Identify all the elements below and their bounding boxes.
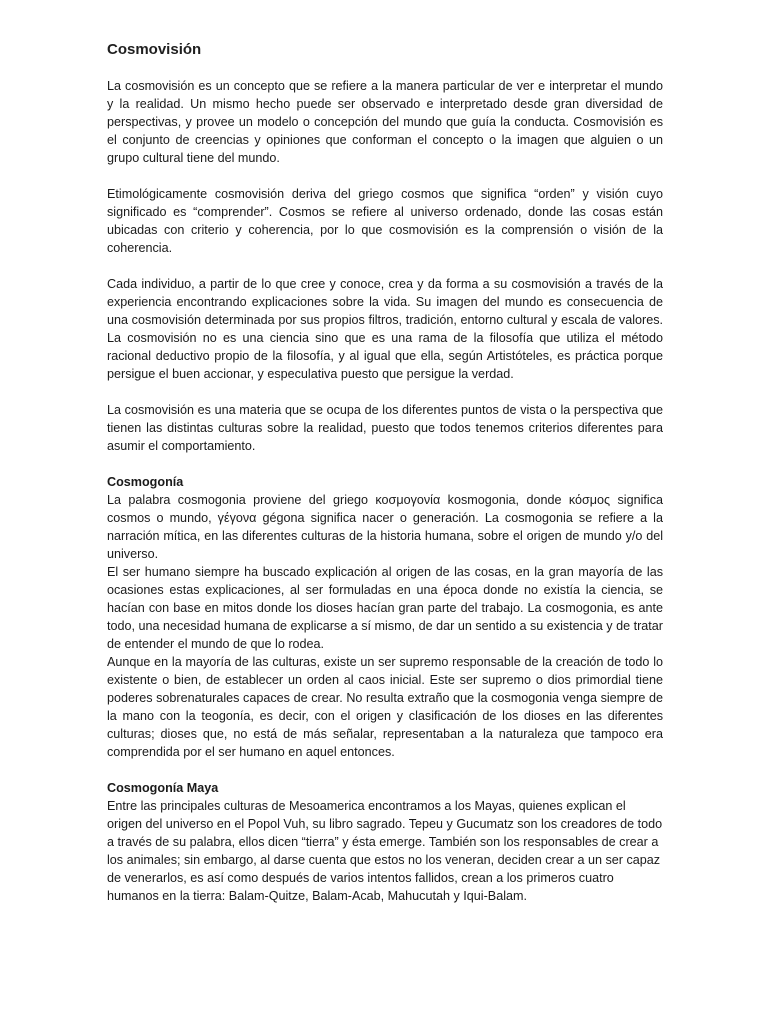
section-spacer xyxy=(107,455,663,473)
intro-paragraph-2: Etimológicamente cosmovisión deriva del griego cosmos que significa “orden” y visión cuyo significado es “comprender”. Cosmos se refiere al universo ordenado, donde las cosas están ubicadas con criterio y coherencia, por lo que cosmovisión es la comprensión o visión de la coherencia. xyxy=(107,187,663,255)
cosmogonia-paragraph-2: El ser humano siempre ha buscado explicación al origen de las cosas, en la gran mayoría de las ocasiones estas explicaciones, al ser formuladas en una época donde no existía la ciencia, se hacían con base en mitos donde los dioses hacían gran parte del trabajo. La cosmogonia, es ante todo, una necesidad humana de explicarse a sí mismo, de dar un sentido a su existencia y de tratar de entender el mundo de que lo rodea. xyxy=(107,565,663,651)
paragraph-spacer xyxy=(107,383,663,401)
paragraph-spacer xyxy=(107,257,663,275)
intro-paragraph-1: La cosmovisión es un concepto que se refiere a la manera particular de ver e interpretar el mundo y la realidad. Un mismo hecho puede ser observado e interpretado desde gran diversidad de perspectivas, y provee un modelo o concepción del mundo que guía la conducta. Cosmovisión es el conjunto de creencias y opiniones que conforman el concepto o la imagen que alguien o un grupo cultural tiene del mundo. xyxy=(107,79,663,165)
section-spacer xyxy=(107,761,663,779)
cosmogonia-maya-heading: Cosmogonía Maya xyxy=(107,781,219,795)
document-title: Cosmovisión xyxy=(107,41,202,58)
paragraph-spacer xyxy=(107,167,663,185)
intro-paragraph-3: Cada individuo, a partir de lo que cree y conoce, crea y da forma a su cosmovisión a través de la experiencia encontrando explicaciones sobre la vida. Su imagen del mundo es consecuencia de una cosmovisión determinada por sus propios filtros, tradición, entorno cultural y escala de valores. La cosmovisión no es una ciencia sino que es una rama de la filosofía que utiliza el método racional deductivo propio de la filosofía, y al igual que ella, según Artistóteles, es práctica porque persigue el buen accionar, y especulativa puesto que persigue la verdad. xyxy=(107,277,663,381)
intro-paragraph-4: La cosmovisión es una materia que se ocupa de los diferentes puntos de vista o la perspectiva que tienen las distintas culturas sobre la realidad, puesto que todos tenemos criterios diferentes para asumir el comportamiento. xyxy=(107,403,663,453)
cosmogonia-maya-paragraph: Entre las principales culturas de Mesoamerica encontramos a los Mayas, quienes explican el origen del universo en el Popol Vuh, su libro sagrado. Tepeu y Gucumatz son los creadores de todo a través de su palabra, ellos dicen “tierra” y ésta emerge. También son los responsables de crear a los animales; sin embargo, al darse cuenta que estos no los veneran, deciden crear a un ser capaz de venerarlos, es así como después de varios intentos fallidos, crean a los primeros cuatro humanos en la tierra: Balam-Quitze, Balam-Acab, Mahucutah y Iqui-Balam. xyxy=(107,799,663,903)
cosmogonia-heading: Cosmogonía xyxy=(107,475,184,489)
cosmogonia-paragraph-3: Aunque en la mayoría de las culturas, existe un ser supremo responsable de la creación de todo lo existente o bien, de establecer un orden al caos inicial. Este ser supremo o dios primordial tiene poderes sobrenaturales capaces de crear. No resulta extraño que la cosmogonia venga siempre de la mano con la teogonía, es decir, con el origen y clasificación de los dioses en las diferentes culturas; dioses que, no está de más señalar, representaban a la naturaleza que tampoco era comprendida por el ser humano en aquel entonces. xyxy=(107,655,663,759)
cosmogonia-paragraph-1: La palabra cosmogonia proviene del griego κοσμογονία kosmogonia, donde κόσμος significa cosmos o mundo, γέγονα gégona significa nacer o generación. La cosmogonia se refiere a la narración mítica, en las diferentes culturas de la historia humana, sobre el origen de mundo y/o del universo. xyxy=(107,493,663,561)
document-page xyxy=(107,40,663,905)
